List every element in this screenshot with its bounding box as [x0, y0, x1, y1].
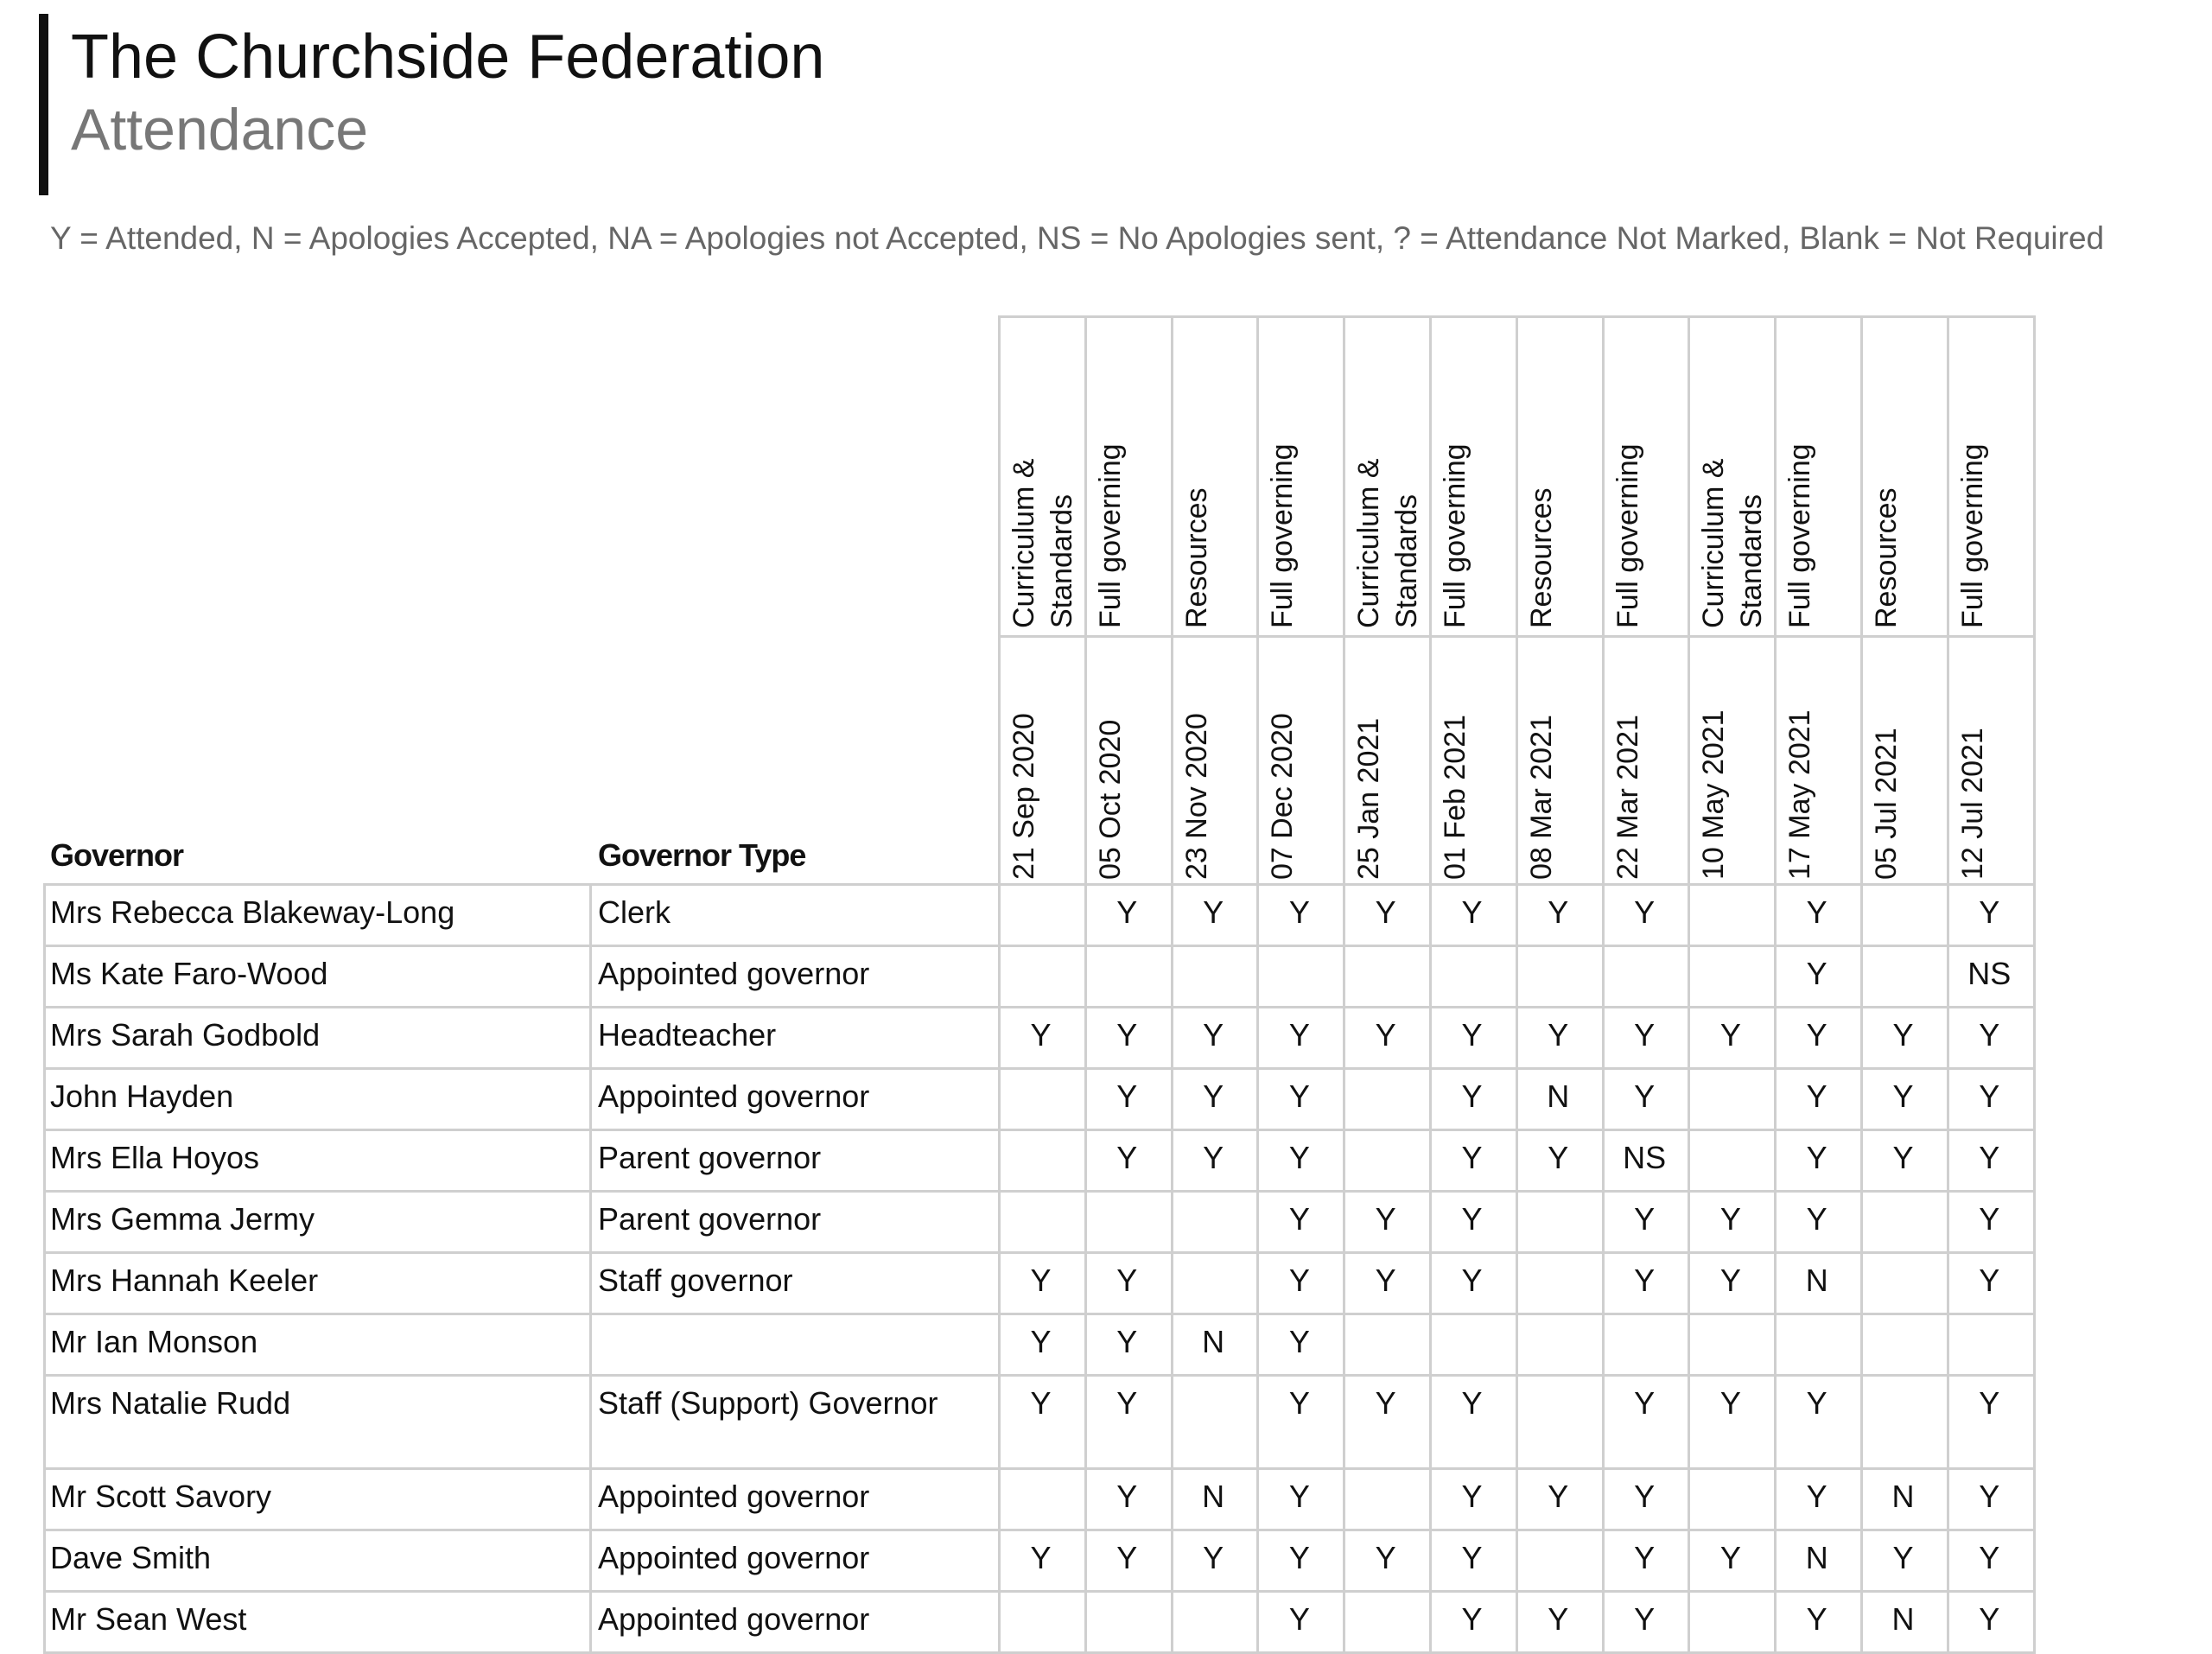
attendance-mark: Y: [1203, 894, 1224, 930]
attendance-mark: N: [1202, 1324, 1225, 1359]
grid-line: [1774, 315, 1777, 883]
attendance-mark: N: [1891, 1601, 1915, 1637]
governor-type: Appointed governor: [598, 1540, 870, 1575]
grid-line: [1947, 315, 1949, 883]
attendance-mark: Y: [1979, 894, 2000, 930]
governor-type: Appointed governor: [598, 1601, 870, 1637]
attendance-mark: Y: [1979, 1078, 2000, 1114]
meeting-type-label: Full governing: [1955, 443, 1989, 628]
grid-line: [43, 883, 46, 1651]
attendance-mark: Y: [1979, 1479, 2000, 1514]
attendance-mark: Y: [1548, 1140, 1569, 1175]
attendance-mark: Y: [1288, 1385, 1310, 1421]
attendance-mark: Y: [1719, 1263, 1741, 1298]
attendance-mark: Y: [1461, 1078, 1483, 1114]
header-governor-type: Governor Type: [598, 837, 806, 873]
attendance-mark: Y: [1288, 894, 1310, 930]
attendance-key: Y = Attended, N = Apologies Accepted, NA = Apologies not Accepted, NS = No Apologies sent, ? = Attendance Not Marked, Blank = Not Required: [50, 220, 2105, 256]
attendance-mark: Y: [1979, 1385, 2000, 1421]
attendance-mark: Y: [1288, 1479, 1310, 1514]
attendance-mark: Y: [1030, 1540, 1052, 1575]
attendance-mark: Y: [1634, 894, 1656, 930]
governor-name: Mrs Rebecca Blakeway-Long: [50, 894, 455, 930]
governor-type: Clerk: [598, 894, 671, 930]
attendance-mark: Y: [1116, 1140, 1138, 1175]
meeting-type-label: Resources: [1870, 487, 1903, 628]
governor-name: Mr Ian Monson: [50, 1324, 258, 1359]
attendance-mark: Y: [1203, 1078, 1224, 1114]
meeting-type-label: Resources: [1524, 487, 1558, 628]
meeting-type-label: Resources: [1179, 487, 1213, 628]
attendance-mark: Y: [1548, 1479, 1569, 1514]
attendance-mark: N: [1805, 1263, 1828, 1298]
attendance-mark: Y: [1461, 1601, 1483, 1637]
attendance-mark: Y: [1806, 1017, 1827, 1053]
governor-name: Dave Smith: [50, 1540, 212, 1575]
grid-line: [1688, 315, 1690, 883]
attendance-mark: Y: [1634, 1601, 1656, 1637]
grid-line: [1602, 315, 1605, 883]
attendance-mark: Y: [1548, 1017, 1569, 1053]
attendance-mark: Y: [1375, 1385, 1396, 1421]
meeting-type-label: Curriculum & Standards: [1007, 458, 1078, 628]
grid-line: [1171, 315, 1173, 883]
attendance-mark: Y: [1116, 1324, 1138, 1359]
governor-name: Mrs Ella Hoyos: [50, 1140, 260, 1175]
attendance-mark: Y: [1634, 1201, 1656, 1237]
attendance-mark: Y: [1719, 1201, 1741, 1237]
attendance-mark: Y: [1030, 1385, 1052, 1421]
meeting-date-label: 07 Dec 2020: [1266, 713, 1300, 880]
meeting-date-label: 23 Nov 2020: [1179, 713, 1213, 880]
attendance-mark: Y: [1806, 956, 1827, 991]
attendance-mark: Y: [1806, 1385, 1827, 1421]
attendance-mark: N: [1547, 1078, 1570, 1114]
governor-name: Mrs Hannah Keeler: [50, 1263, 319, 1298]
attendance-mark: Y: [1461, 1385, 1483, 1421]
attendance-mark: Y: [1548, 1601, 1569, 1637]
attendance-mark: Y: [1634, 1479, 1656, 1514]
grid-line: [2033, 315, 2036, 883]
governor-name: Mr Sean West: [50, 1601, 247, 1637]
grid-line: [43, 883, 2036, 886]
attendance-mark: NS: [1967, 956, 2012, 991]
attendance-mark: Y: [1116, 1540, 1138, 1575]
grid-line: [43, 945, 2036, 947]
attendance-mark: Y: [1979, 1601, 2000, 1637]
meeting-date-label: 12 Jul 2021: [1955, 728, 1989, 880]
attendance-mark: Y: [1461, 1540, 1483, 1575]
attendance-mark: Y: [1892, 1540, 1914, 1575]
attendance-mark: Y: [1806, 894, 1827, 930]
attendance-mark: Y: [1375, 1017, 1396, 1053]
meeting-type-label: Full governing: [1611, 443, 1644, 628]
attendance-mark: Y: [1979, 1201, 2000, 1237]
title-accent-bar: [39, 14, 48, 195]
meeting-type-label: Full governing: [1439, 443, 1471, 628]
attendance-mark: Y: [1806, 1078, 1827, 1114]
attendance-mark: Y: [1461, 1263, 1483, 1298]
attendance-mark: Y: [1375, 1263, 1396, 1298]
attendance-mark: Y: [1288, 1078, 1310, 1114]
governor-type: Staff governor: [598, 1263, 793, 1298]
grid-line: [1860, 883, 1863, 1651]
attendance-mark: Y: [1806, 1201, 1827, 1237]
attendance-mark: Y: [1116, 1078, 1138, 1114]
attendance-mark: Y: [1116, 894, 1138, 930]
attendance-mark: Y: [1116, 1017, 1138, 1053]
attendance-mark: Y: [1892, 1140, 1914, 1175]
attendance-mark: Y: [1030, 1263, 1052, 1298]
attendance-mark: Y: [1203, 1140, 1224, 1175]
governor-name: Mrs Gemma Jermy: [50, 1201, 315, 1237]
grid-line: [1256, 315, 1259, 883]
governor-type: Staff (Support) Governor: [598, 1385, 938, 1421]
grid-line: [43, 1529, 2036, 1531]
attendance-mark: N: [1202, 1479, 1225, 1514]
grid-line: [998, 315, 1001, 883]
attendance-mark: Y: [1548, 894, 1569, 930]
grid-line: [1343, 315, 1345, 883]
attendance-mark: Y: [1979, 1017, 2000, 1053]
meeting-type-label: Curriculum & Standards: [1352, 458, 1424, 628]
attendance-mark: Y: [1634, 1540, 1656, 1575]
governor-type: Appointed governor: [598, 956, 870, 991]
attendance-mark: N: [1805, 1540, 1828, 1575]
attendance-mark: Y: [1375, 1540, 1396, 1575]
governor-name: Ms Kate Faro-Wood: [50, 956, 328, 991]
attendance-mark: Y: [1288, 1324, 1310, 1359]
grid-line: [43, 1590, 2036, 1593]
meeting-date-label: 25 Jan 2021: [1352, 717, 1386, 880]
governor-type: Headteacher: [598, 1017, 777, 1053]
grid-line: [43, 1374, 2036, 1377]
attendance-mark: Y: [1288, 1263, 1310, 1298]
attendance-mark: Y: [1806, 1601, 1827, 1637]
header-governor: Governor: [50, 837, 184, 873]
attendance-mark: Y: [1116, 1263, 1138, 1298]
attendance-mark: Y: [1806, 1140, 1827, 1175]
grid-line: [1084, 315, 1087, 883]
attendance-mark: Y: [1892, 1017, 1914, 1053]
attendance-mark: Y: [1461, 1017, 1483, 1053]
attendance-mark: Y: [1288, 1017, 1310, 1053]
grid-line: [43, 1129, 2036, 1131]
attendance-mark: NS: [1623, 1140, 1667, 1175]
governor-name: Mrs Natalie Rudd: [50, 1385, 291, 1421]
attendance-mark: Y: [1030, 1017, 1052, 1053]
attendance-mark: Y: [1461, 1479, 1483, 1514]
grid-line: [43, 1190, 2036, 1193]
attendance-mark: Y: [1634, 1078, 1656, 1114]
attendance-mark: Y: [1030, 1324, 1052, 1359]
meeting-date-label: 17 May 2021: [1783, 709, 1817, 880]
governor-type: Appointed governor: [598, 1078, 870, 1114]
page-title: The Churchside Federation: [71, 22, 825, 92]
grid-line: [589, 883, 592, 1651]
governor-type: Parent governor: [598, 1140, 822, 1175]
governor-type: Parent governor: [598, 1201, 822, 1237]
page-subtitle: Attendance: [71, 97, 369, 162]
attendance-mark: Y: [1461, 894, 1483, 930]
grid-line: [43, 1006, 2036, 1008]
attendance-mark: Y: [1461, 1201, 1483, 1237]
attendance-mark: Y: [1719, 1540, 1741, 1575]
governor-name: Mr Scott Savory: [50, 1479, 272, 1514]
attendance-mark: Y: [1288, 1601, 1310, 1637]
meeting-date-label: 08 Mar 2021: [1524, 715, 1558, 880]
attendance-mark: Y: [1203, 1540, 1224, 1575]
meeting-date-label: 21 Sep 2020: [1007, 713, 1040, 880]
attendance-mark: Y: [1116, 1479, 1138, 1514]
attendance-mark: Y: [1375, 894, 1396, 930]
attendance-mark: Y: [1116, 1385, 1138, 1421]
attendance-mark: Y: [1288, 1540, 1310, 1575]
attendance-mark: Y: [1634, 1385, 1656, 1421]
grid-line: [1860, 315, 1863, 883]
attendance-mark: Y: [1288, 1140, 1310, 1175]
grid-line: [43, 1251, 2036, 1254]
attendance-mark: Y: [1979, 1263, 2000, 1298]
attendance-mark: Y: [1719, 1385, 1741, 1421]
attendance-mark: Y: [1375, 1201, 1396, 1237]
meeting-type-label: Full governing: [1783, 443, 1817, 628]
governor-name: Mrs Sarah Godbold: [50, 1017, 321, 1053]
attendance-mark: Y: [1461, 1140, 1483, 1175]
grid-line: [1429, 315, 1432, 883]
grid-line: [1516, 315, 1518, 883]
attendance-mark: Y: [1634, 1263, 1656, 1298]
attendance-mark: Y: [1634, 1017, 1656, 1053]
meeting-date-label: 10 May 2021: [1697, 709, 1731, 880]
attendance-mark: Y: [1979, 1140, 2000, 1175]
attendance-mark: Y: [1719, 1017, 1741, 1053]
attendance-mark: N: [1891, 1479, 1915, 1514]
grid-line: [43, 1067, 2036, 1070]
grid-line: [1171, 883, 1173, 1651]
attendance-mark: Y: [1203, 1017, 1224, 1053]
meeting-type-label: Full governing: [1093, 443, 1127, 628]
grid-line: [2033, 883, 2036, 1651]
meeting-date-label: 05 Jul 2021: [1870, 728, 1903, 880]
meeting-type-label: Full governing: [1266, 443, 1300, 628]
attendance-mark: Y: [1979, 1540, 2000, 1575]
attendance-mark: Y: [1892, 1078, 1914, 1114]
attendance-mark: Y: [1288, 1201, 1310, 1237]
grid-line: [43, 1313, 2036, 1315]
attendance-mark: Y: [1806, 1479, 1827, 1514]
meeting-date-label: 01 Feb 2021: [1439, 715, 1471, 880]
meeting-type-label: Curriculum & Standards: [1697, 458, 1769, 628]
governor-type: Appointed governor: [598, 1479, 870, 1514]
meeting-date-label: 22 Mar 2021: [1611, 715, 1644, 880]
meeting-date-label: 05 Oct 2020: [1093, 719, 1127, 880]
grid-line: [1516, 883, 1518, 1651]
grid-line: [43, 1467, 2036, 1470]
governor-name: John Hayden: [50, 1078, 234, 1114]
